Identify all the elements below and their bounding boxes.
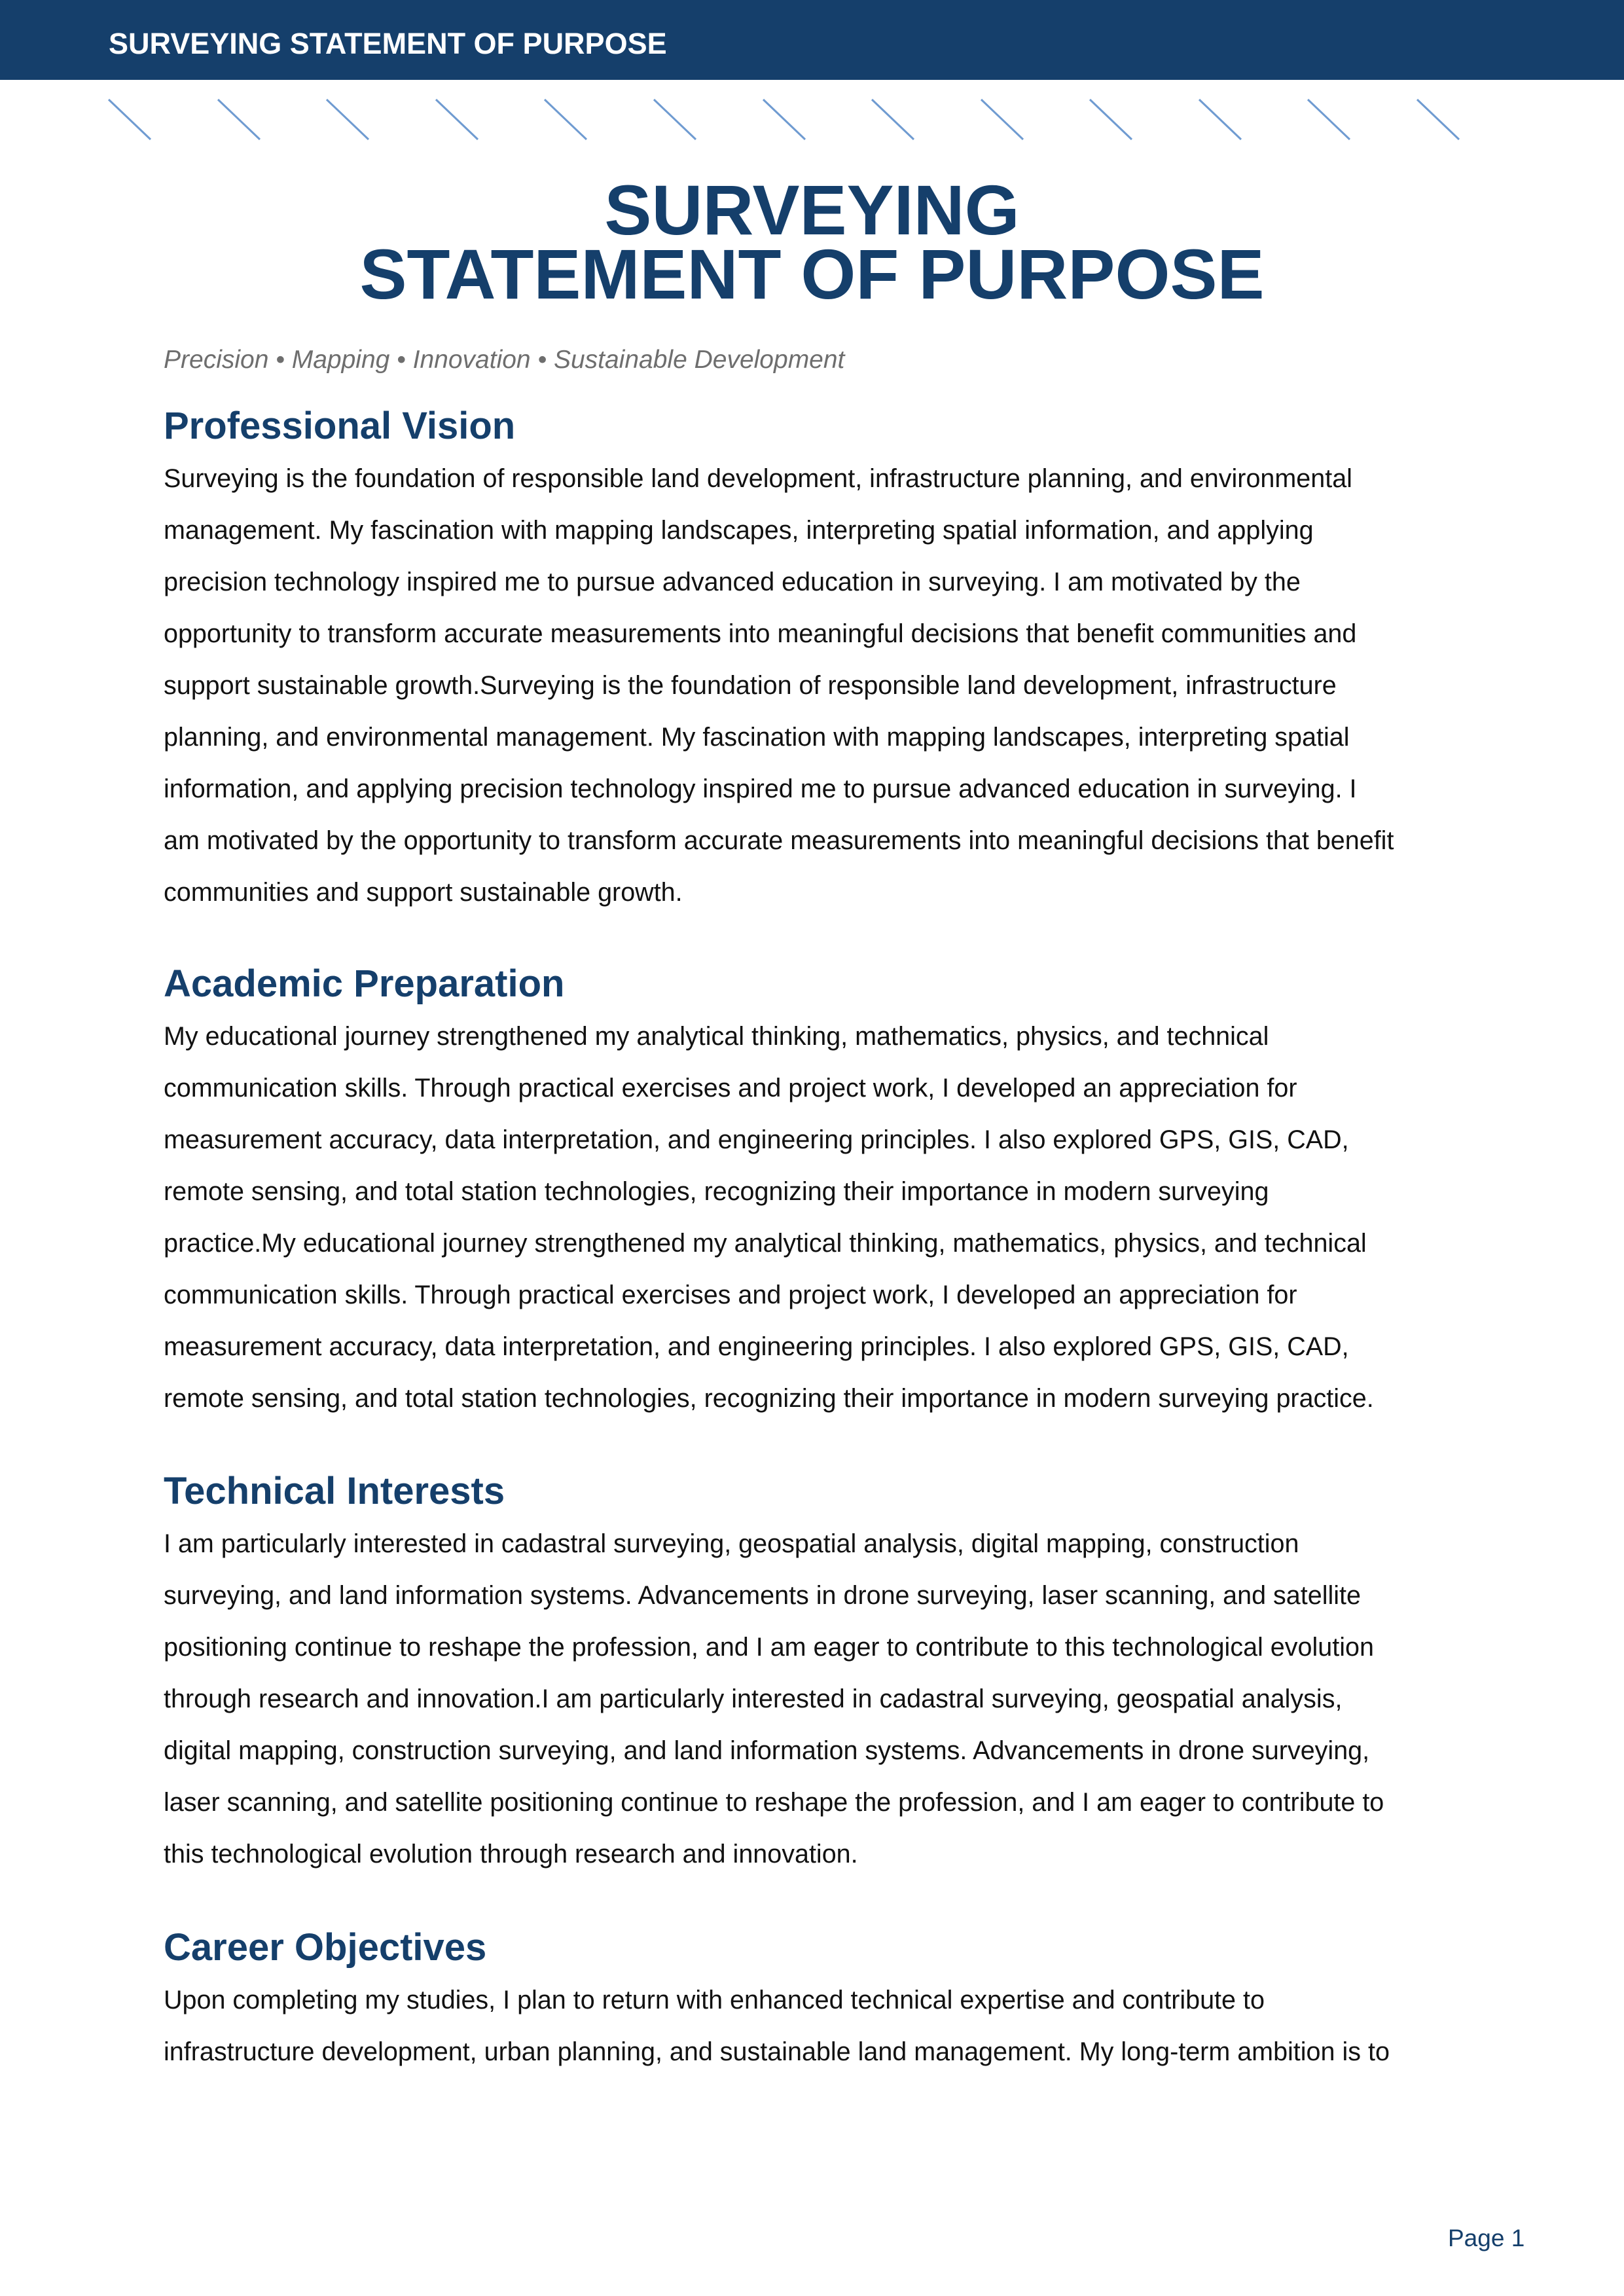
body-line: communication skills. Through practical exercises and project work, I developed an appreciation for — [164, 1074, 1297, 1102]
body-line: opportunity to transform accurate measurements into meaningful decisions that benefit communities and — [164, 619, 1357, 648]
body-line: practice.My educational journey strengthened my analytical thinking, mathematics, physics, and technical — [164, 1229, 1367, 1258]
section-body — [164, 1518, 1477, 1880]
page-number: Page 1 — [1448, 2225, 1525, 2251]
body-line: measurement accuracy, data interpretation, and engineering principles. I also explored GPS, GIS, CAD, — [164, 1332, 1349, 1361]
section-heading: Academic Preparation — [164, 962, 565, 1005]
document-title — [0, 170, 1624, 314]
tagline: Precision • Mapping • Innovation • Sustainable Development — [164, 346, 845, 374]
section-technical-interests — [164, 1468, 1477, 1880]
section-heading: Professional Vision — [164, 405, 516, 447]
title-line-1: SURVEYING — [604, 170, 1020, 249]
body-line: communication skills. Through practical exercises and project work, I developed an appreciation for — [164, 1281, 1297, 1309]
body-line: digital mapping, construction surveying, and land information systems. Advancements in drone surveying, — [164, 1736, 1370, 1765]
body-line: measurement accuracy, data interpretation, and engineering principles. I also explored GPS, GIS, CAD, — [164, 1125, 1349, 1154]
section-body — [164, 453, 1477, 919]
body-line: remote sensing, and total station technologies, recognizing their importance in modern surveying — [164, 1177, 1269, 1206]
body-line: remote sensing, and total station technologies, recognizing their importance in modern surveying practice. — [164, 1384, 1374, 1413]
section-heading: Technical Interests — [164, 1470, 505, 1512]
section-body — [164, 1975, 1477, 2078]
section-career-objectives — [164, 1925, 1477, 2078]
body-line: precision technology inspired me to pursue advanced education in surveying. I am motivated by the — [164, 568, 1301, 596]
section-body — [164, 1011, 1477, 1425]
body-line: planning, and environmental management. My fascination with mapping landscapes, interpreting spatial — [164, 723, 1350, 752]
body-line: am motivated by the opportunity to transform accurate measurements into meaningful decisions that benefit — [164, 826, 1394, 855]
body-line: support sustainable growth.Surveying is the foundation of responsible land development, infrastructure — [164, 671, 1337, 700]
body-line: Surveying is the foundation of responsible land development, infrastructure planning, and environmental — [164, 464, 1352, 493]
body-line: positioning continue to reshape the profession, and I am eager to contribute to this technological evolution — [164, 1633, 1374, 1662]
body-line: information, and applying precision technology inspired me to pursue advanced education in surveying. I — [164, 774, 1357, 803]
decorative-hatch-lines — [0, 92, 1624, 157]
body-line: Upon completing my studies, I plan to return with enhanced technical expertise and contribute to — [164, 1986, 1265, 2014]
body-line: I am particularly interested in cadastral surveying, geospatial analysis, digital mapping, construction — [164, 1529, 1299, 1558]
section-heading: Career Objectives — [164, 1926, 487, 1969]
body-line: infrastructure development, urban planning, and sustainable land management. My long-term ambition is to — [164, 2037, 1390, 2066]
section-professional-vision — [164, 403, 1477, 919]
banner-title: SURVEYING STATEMENT OF PURPOSE — [109, 27, 667, 60]
body-line: this technological evolution through research and innovation. — [164, 1840, 858, 1868]
title-line-2: STATEMENT OF PURPOSE — [359, 234, 1265, 314]
header-banner — [0, 0, 1624, 80]
section-academic-preparation — [164, 961, 1477, 1425]
body-line: communities and support sustainable growth. — [164, 878, 683, 907]
body-line: surveying, and land information systems. Advancements in drone surveying, laser scanning, and satellite — [164, 1581, 1361, 1610]
body-line: management. My fascination with mapping landscapes, interpreting spatial information, and applying — [164, 516, 1314, 545]
body-line: laser scanning, and satellite positioning continue to reshape the profession, and I am eager to contribute to — [164, 1788, 1384, 1817]
body-line: My educational journey strengthened my analytical thinking, mathematics, physics, and technical — [164, 1022, 1269, 1051]
body-line: through research and innovation.I am particularly interested in cadastral surveying, geospatial analysis, — [164, 1685, 1343, 1713]
